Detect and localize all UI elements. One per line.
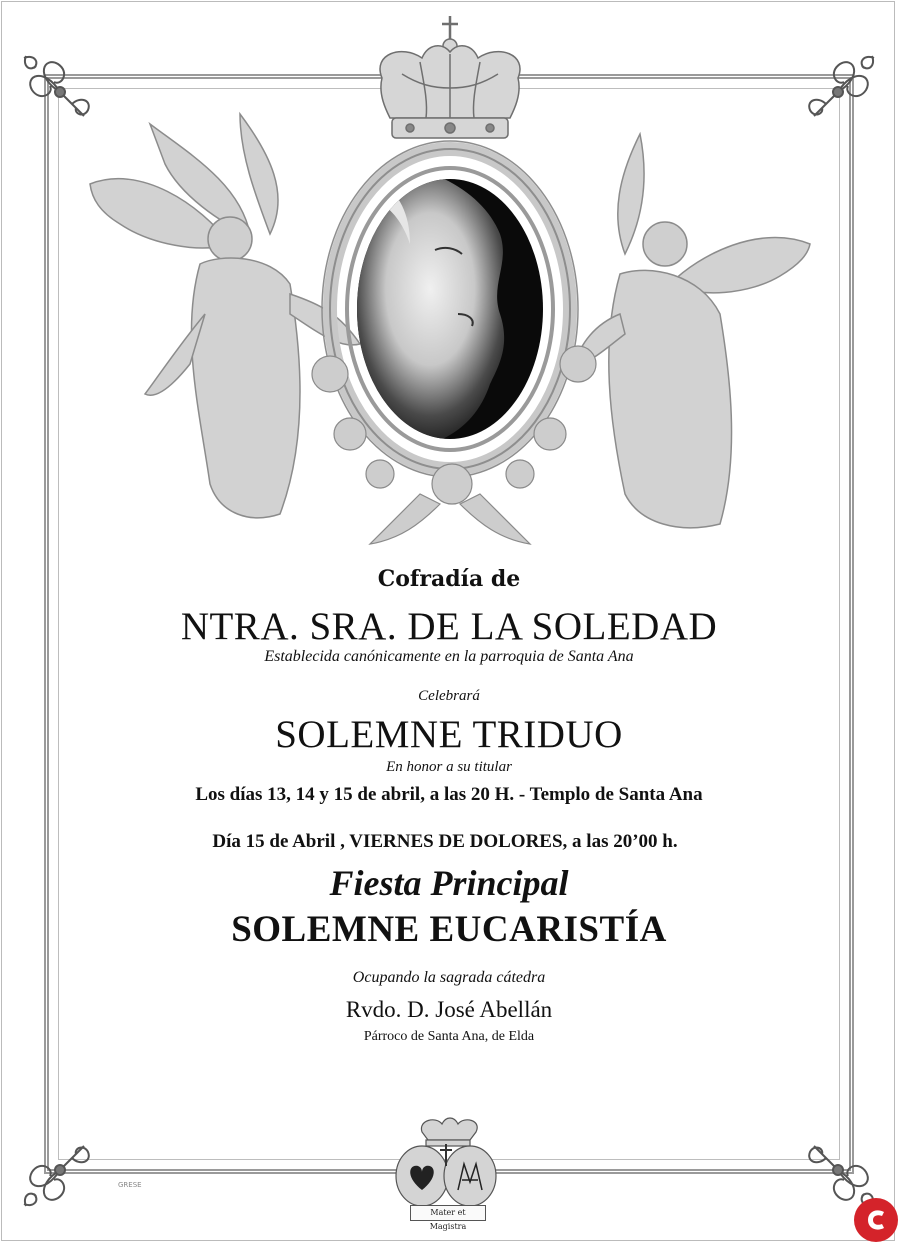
preacher-name: Rvdo. D. José Abellán <box>345 997 553 1022</box>
left-angel <box>90 114 360 518</box>
logo-icon <box>846 1190 898 1242</box>
established-subtitle: Establecida canónicamente en la parroquia de Santa Ana <box>264 648 634 665</box>
right-angel <box>575 134 810 528</box>
celebrara-label: Celebrará <box>418 688 480 704</box>
eucaristia-title: SOLEMNE EUCARISTÍA <box>231 909 667 950</box>
triduo-dates: Los días 13, 14 y 15 de abril, a las 20 H. - Templo de Santa Ana <box>195 784 703 805</box>
fiesta-date: Día 15 de Abril , VIERNES DE DOLORES, a las 20’00 h. <box>212 831 678 852</box>
triduo-title: SOLEMNE TRIDUO <box>275 713 623 756</box>
cofradia-heading: Cofradía de <box>377 566 521 592</box>
crown-icon <box>362 14 538 148</box>
preacher-role: Párroco de Santa Ana, de Elda <box>363 1029 535 1044</box>
brotherhood-title: NTRA. SRA. DE LA SOLEDAD <box>180 605 718 648</box>
honor-label: En honor a su titular <box>386 759 512 775</box>
artist-signature: GRESE <box>118 1181 142 1189</box>
fiesta-title: Fiesta Principal <box>329 863 569 903</box>
catedra-label: Ocupando la sagrada cátedra <box>352 969 546 986</box>
emblem-motto: Mater et Magistra <box>410 1205 486 1221</box>
fleur-corner-icon <box>14 1124 106 1216</box>
